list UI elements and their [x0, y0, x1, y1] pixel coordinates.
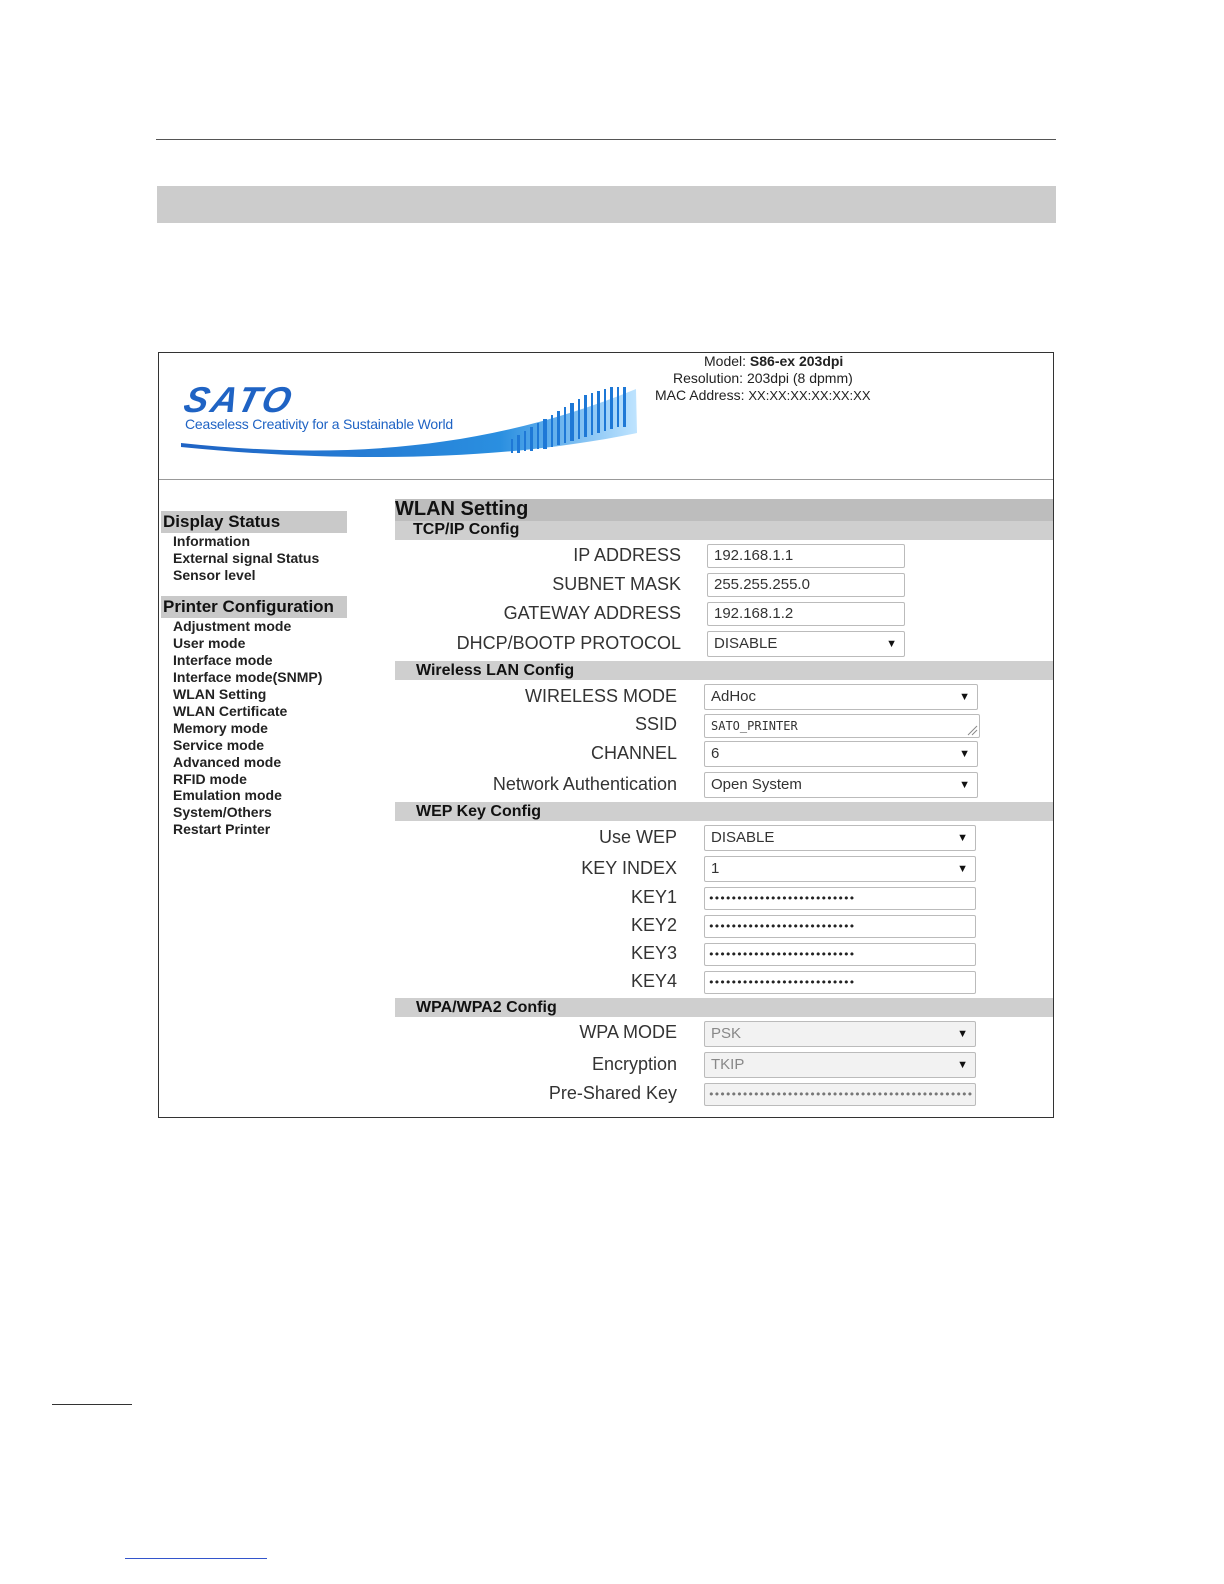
menu-item-interface-mode[interactable]: Interface mode: [173, 652, 273, 668]
menu-item-restart-printer[interactable]: Restart Printer: [173, 821, 271, 837]
network-auth-label: Network Authentication: [492, 774, 677, 794]
chevron-down-icon: ▼: [886, 638, 897, 650]
key3-label: KEY3: [630, 943, 677, 963]
key1-password-input[interactable]: ••••••••••••••••••••••••••: [704, 887, 976, 910]
resolution-label: Resolution:: [673, 370, 744, 386]
menu-item-advanced-mode[interactable]: Advanced mode: [173, 754, 282, 770]
ssid-textarea[interactable]: SATO_PRINTER: [704, 714, 980, 738]
wpa-section-title: WPA/WPA2 Config: [416, 999, 557, 1016]
pre-shared-key-label: Pre-Shared Key: [548, 1083, 677, 1103]
menu-item-adjustment-mode[interactable]: Adjustment mode: [173, 618, 292, 634]
channel-select[interactable]: [704, 741, 978, 767]
wpa-section-header: [395, 998, 1053, 1017]
chevron-down-icon: ▼: [957, 1028, 968, 1040]
model-label: Model:: [704, 353, 747, 369]
key1-label: KEY1: [630, 887, 677, 907]
model-line: [704, 353, 843, 369]
menu-item-rfid-mode[interactable]: RFID mode: [173, 771, 247, 787]
network-auth-value: Open System: [711, 776, 802, 793]
pre-shared-key-input[interactable]: •••••••••••••••••••••••••••••••••••••••••••••••: [704, 1083, 976, 1106]
dhcp-bootp-label: DHCP/BOOTP PROTOCOL: [456, 633, 681, 653]
wireless-section-title: Wireless LAN Config: [416, 662, 575, 679]
chevron-down-icon: ▼: [957, 832, 968, 844]
wireless-mode-value: AdHoc: [711, 688, 757, 705]
menu-item-sensor-level[interactable]: Sensor level: [173, 567, 256, 583]
dhcp-bootp-value: DISABLE: [714, 635, 778, 652]
footer-link-underline: [125, 1558, 267, 1559]
chevron-down-icon: ▼: [959, 748, 970, 760]
menu-item-information[interactable]: Information: [173, 533, 250, 549]
key-index-value: 1: [711, 860, 720, 877]
menu-heading-display-status: Display Status: [161, 511, 347, 533]
chevron-down-icon: ▼: [957, 863, 968, 875]
mac-value: XX:XX:XX:XX:XX:XX: [748, 388, 871, 403]
resolution-value: 203dpi (8 dpmm): [746, 370, 853, 386]
gateway-address-label: GATEWAY ADDRESS: [503, 603, 681, 623]
menu-item-system-others[interactable]: System/Others: [173, 804, 272, 820]
ssid-label: SSID: [634, 714, 677, 734]
header-divider: [159, 479, 1053, 480]
page-top-rule: [156, 139, 1056, 140]
wpa-mode-label: WPA MODE: [579, 1022, 677, 1042]
key-index-label: KEY INDEX: [581, 858, 677, 878]
gateway-address-input[interactable]: 192.168.1.2: [707, 602, 905, 626]
ip-address-input[interactable]: 192.168.1.1: [707, 544, 905, 568]
menu-item-service-mode[interactable]: Service mode: [173, 737, 265, 753]
dhcp-bootp-select[interactable]: [707, 631, 905, 657]
mac-line: [655, 387, 871, 403]
sato-brand-wordmark: SATO: [180, 379, 299, 420]
use-wep-value: DISABLE: [711, 829, 775, 846]
channel-value: 6: [711, 745, 720, 762]
page-heading-band: [157, 186, 1056, 223]
use-wep-select[interactable]: [704, 825, 976, 851]
wireless-mode-label: WIRELESS MODE: [524, 686, 677, 706]
wep-section-title: WEP Key Config: [416, 803, 542, 820]
menu-heading-printer-configuration: Printer Configuration: [161, 596, 347, 618]
menu-item-external-signal-status[interactable]: External signal Status: [173, 550, 320, 566]
wpa-mode-select[interactable]: [704, 1021, 976, 1047]
footnote-rule: [52, 1404, 132, 1405]
wep-section-header: [395, 802, 1053, 821]
subnet-mask-input[interactable]: 255.255.255.0: [707, 573, 905, 597]
page-title-bar: [395, 499, 1053, 521]
wpa-mode-value: PSK: [711, 1025, 742, 1042]
chevron-down-icon: ▼: [957, 1059, 968, 1071]
encryption-select[interactable]: [704, 1052, 976, 1078]
key4-password-input[interactable]: ••••••••••••••••••••••••••: [704, 971, 976, 994]
subnet-mask-label: SUBNET MASK: [552, 574, 681, 594]
key2-password-input[interactable]: ••••••••••••••••••••••••••: [704, 915, 976, 938]
wireless-mode-select[interactable]: [704, 684, 978, 710]
key2-label: KEY2: [630, 915, 677, 935]
menu-item-wlan-setting[interactable]: WLAN Setting: [173, 686, 267, 702]
tcpip-section-title: TCP/IP Config: [413, 521, 520, 538]
chevron-down-icon: ▼: [959, 779, 970, 791]
key3-password-input[interactable]: ••••••••••••••••••••••••••: [704, 943, 976, 966]
network-auth-select[interactable]: [704, 772, 978, 798]
menu-item-user-mode[interactable]: User mode: [173, 635, 246, 651]
logo-tagline: Ceaseless Creativity for a Sustainable World: [185, 416, 453, 432]
ip-address-label: IP ADDRESS: [573, 545, 681, 565]
page-title: WLAN Setting: [395, 498, 529, 520]
key-index-select[interactable]: [704, 856, 976, 882]
key4-label: KEY4: [630, 971, 677, 991]
menu-item-wlan-certificate[interactable]: WLAN Certificate: [173, 703, 288, 719]
chevron-down-icon: ▼: [959, 691, 970, 703]
encryption-label: Encryption: [591, 1054, 677, 1074]
mac-label: MAC Address:: [655, 387, 745, 403]
model-value: S86-ex 203dpi: [749, 353, 844, 369]
sato-logo: [159, 353, 639, 473]
encryption-value: TKIP: [711, 1056, 745, 1073]
use-wep-label: Use WEP: [598, 827, 677, 847]
resize-handle-icon[interactable]: [967, 725, 978, 736]
tcpip-section-header: [395, 521, 1053, 540]
wireless-section-header: [395, 661, 1053, 680]
printer-web-ui-screenshot: [158, 352, 1054, 1118]
resolution-line: [673, 370, 853, 386]
channel-label: CHANNEL: [590, 743, 677, 763]
menu-item-emulation-mode[interactable]: Emulation mode: [173, 787, 282, 803]
menu-item-interface-mode-snmp[interactable]: Interface mode(SNMP): [173, 669, 323, 685]
menu-item-memory-mode[interactable]: Memory mode: [173, 720, 268, 736]
